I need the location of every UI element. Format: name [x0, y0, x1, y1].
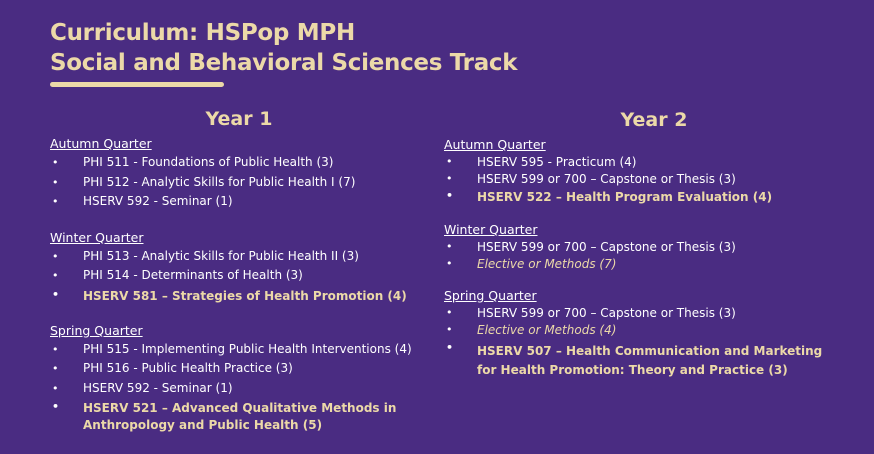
quarter-heading: Winter Quarter — [444, 222, 538, 237]
course-item-highlighted: • HSERV 521 – Advanced Qualitative Methods in Anthropology and Public Health (5) — [50, 398, 403, 434]
quarter-heading: Spring Quarter — [50, 322, 143, 338]
course-item-elective: • Elective or Methods (7) — [444, 256, 844, 273]
title-underline-bar — [50, 82, 224, 87]
year-2-column — [444, 107, 844, 395]
quarter-heading: Autumn Quarter — [50, 136, 152, 151]
title-line-1: Curriculum: HSPop MPH — [50, 20, 355, 46]
course-item: • PHI 512 - Analytic Skills for Public Health I (7) — [50, 173, 430, 193]
quarter-heading: Autumn Quarter — [444, 137, 546, 152]
course-list — [50, 340, 430, 435]
quarter-heading: Spring Quarter — [444, 288, 537, 303]
year-2-winter-section — [444, 221, 844, 272]
year-2-spring-section — [444, 287, 844, 380]
course-list — [444, 154, 844, 206]
course-item: • HSERV 599 or 700 – Capstone or Thesis (3) — [444, 305, 844, 322]
course-list — [444, 305, 844, 380]
year-2-autumn-section — [444, 136, 844, 206]
course-item: • HSERV 592 - Seminar (1) — [50, 192, 430, 212]
course-item: • HSERV 599 or 700 – Capstone or Thesis (3) — [444, 171, 844, 188]
year-1-column — [50, 106, 430, 451]
quarter-heading: Winter Quarter — [50, 229, 144, 245]
course-item-highlighted: • HSERV 507 – Health Communication and Marketing for Health Promotion: Theory and Practice (3) — [444, 338, 827, 380]
year-1-spring-section — [50, 322, 430, 435]
course-item: • PHI 513 - Analytic Skills for Public Health II (3) — [50, 247, 430, 267]
course-item: • PHI 514 - Determinants of Health (3) — [50, 266, 430, 286]
page-title — [50, 18, 517, 78]
course-item: • HSERV 592 - Seminar (1) — [50, 379, 430, 399]
course-item: • PHI 515 - Implementing Public Health Interventions (4) — [50, 340, 430, 360]
title-line-2: Social and Behavioral Sciences Track — [50, 50, 518, 76]
course-item: • PHI 516 - Public Health Practice (3) — [50, 359, 430, 379]
course-item: • HSERV 595 - Practicum (4) — [444, 154, 844, 171]
year-1-winter-section — [50, 229, 430, 305]
course-list — [444, 239, 844, 272]
year-2-heading: Year 2 — [620, 109, 688, 131]
course-item-highlighted: • HSERV 522 – Health Program Evaluation (4) — [444, 187, 844, 206]
course-list — [50, 153, 430, 212]
year-1-heading: Year 1 — [205, 108, 273, 130]
year-1-autumn-section — [50, 135, 430, 212]
course-item: • PHI 511 - Foundations of Public Health (3) — [50, 153, 430, 173]
course-list — [50, 247, 430, 305]
course-item: • HSERV 599 or 700 – Capstone or Thesis (3) — [444, 239, 844, 256]
course-item-elective: • Elective or Methods (4) — [444, 322, 844, 339]
course-item-highlighted: • HSERV 581 – Strategies of Health Promotion (4) — [50, 286, 430, 305]
